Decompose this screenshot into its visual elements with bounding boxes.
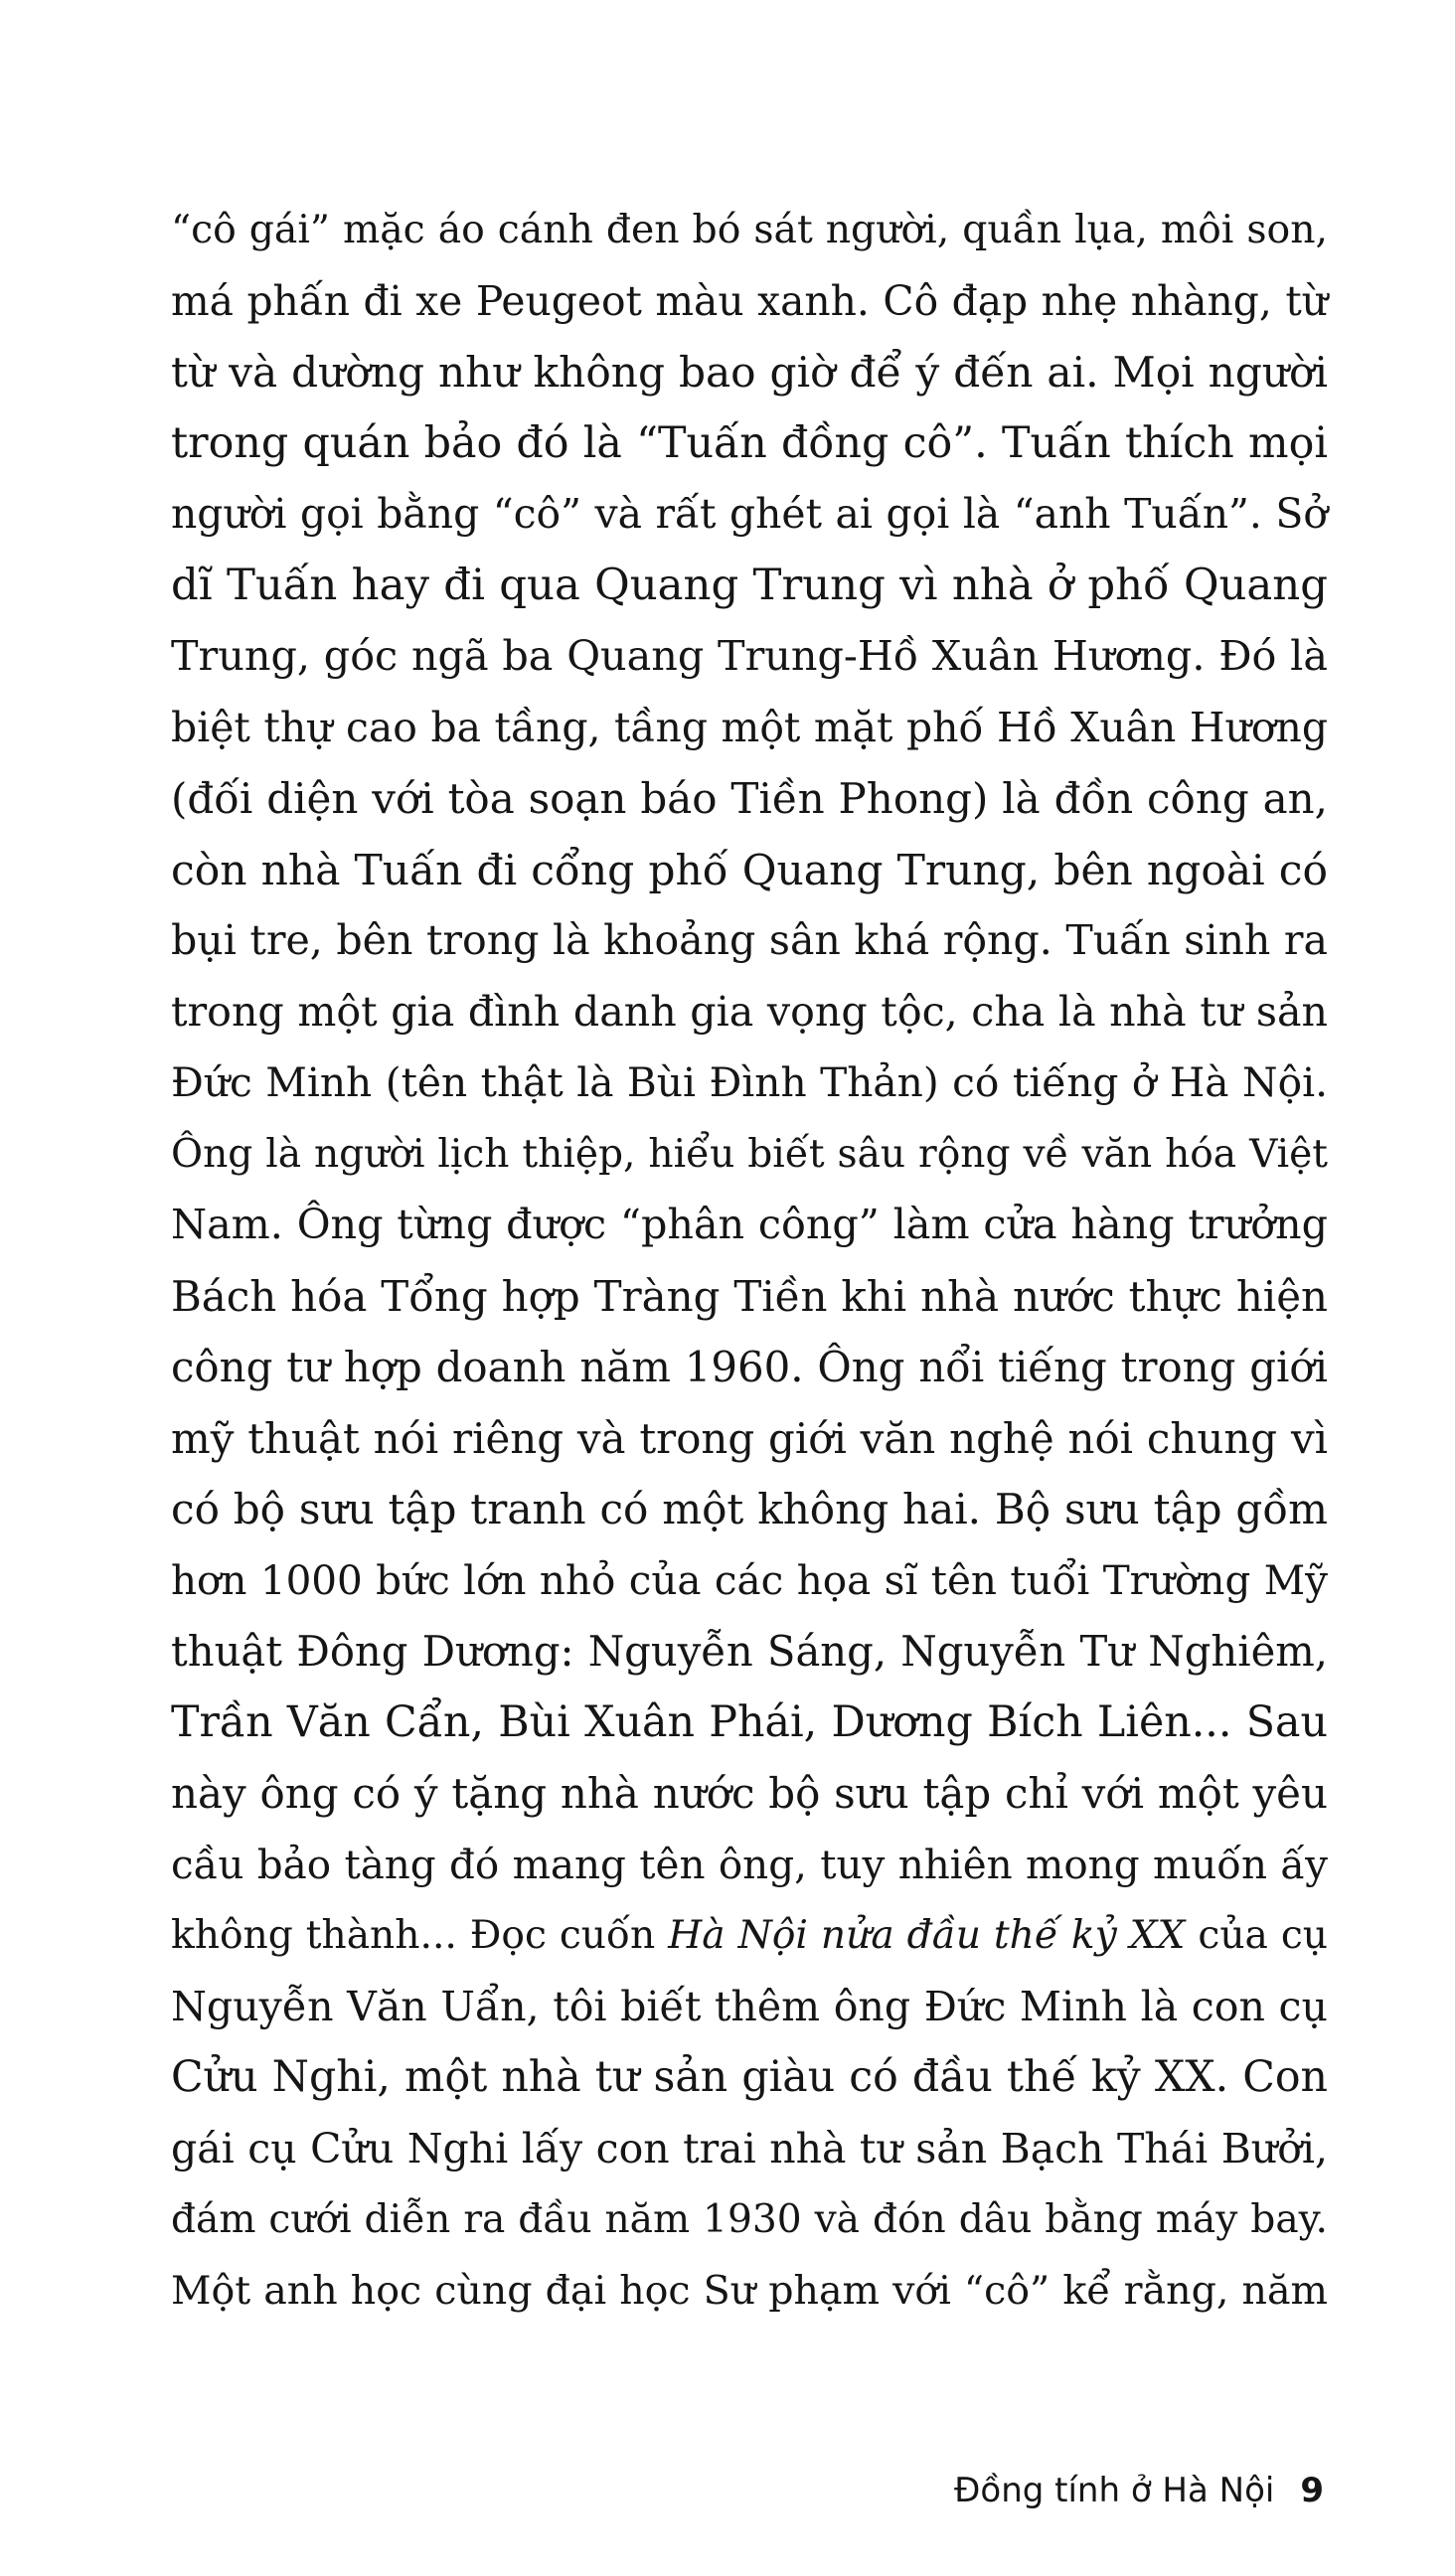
text-line: từ và dường như không bao giờ để ý đến ai. Mọi người [171,348,1328,397]
text-line: mỹ thuật nói riêng và trong giới văn nghệ nói chung vì [171,1413,1328,1463]
page-footer [954,2471,1324,2510]
text-line: công tư hợp doanh năm 1960. Ông nổi tiếng trong giới [171,1343,1328,1391]
text-line: cầu bảo tàng đó mang tên ông, tuy nhiên mong muốn ấy [171,1840,1328,1888]
text-line: còn nhà Tuấn đi cổng phố Quang Trung, bên ngoài có [171,845,1328,894]
text-line: “cô gái” mặc áo cánh đen bó sát người, quần lụa, môi son, [171,208,1328,252]
text-line: dĩ Tuấn hay đi qua Quang Trung vì nhà ở phố Quang [171,560,1328,610]
text-line: Đức Minh (tên thật là Bùi Đình Thản) có tiếng ở Hà Nội. [171,1058,1328,1106]
text-fragment: không thành... Đọc cuốn [171,1913,669,1958]
text-line: hơn 1000 bức lớn nhỏ của các họa sĩ tên tuổi Trường Mỹ [171,1555,1328,1604]
text-line: Nam. Ông từng được “phân công” làm cửa hàng trưởng [171,1201,1328,1248]
text-fragment: của cụ [1185,1913,1328,1958]
text-line: người gọi bằng “cô” và rất ghét ai gọi là “anh Tuấn”. Sở [171,490,1328,538]
text-line: (đối diện với tòa soạn báo Tiền Phong) là đồn công an, [171,774,1328,823]
text-line: Trung, góc ngã ba Quang Trung-Hồ Xuân Hương. Đó là [171,632,1328,680]
page-number: 9 [1300,2471,1324,2510]
text-line: có bộ sưu tập tranh có một không hai. Bộ sưu tập gồm [171,1485,1328,1533]
body-paragraph [171,195,1328,2327]
text-line: Một anh học cùng đại học Sư phạm với “cô” kể rằng, năm [171,2267,1328,2314]
text-line: đám cưới diễn ra đầu năm 1930 và đón dâu bằng máy bay. [171,2197,1328,2242]
text-line: Bách hóa Tổng hợp Tràng Tiền khi nhà nước thực hiện [171,1271,1328,1321]
text-line: biệt thự cao ba tầng, tầng một mặt phố Hồ Xuân Hương [171,703,1328,751]
text-line-with-book-title [171,1900,1328,1972]
text-line: Nguyễn Văn Uẩn, tôi biết thêm ông Đức Minh là con cụ [171,1982,1328,2030]
text-line: này ông có ý tặng nhà nước bộ sưu tập chỉ với một yêu [171,1769,1328,1818]
text-line: Trần Văn Cẩn, Bùi Xuân Phái, Dương Bích Liên... Sau [171,1696,1328,1747]
text-line: thuật Đông Dương: Nguyễn Sáng, Nguyễn Tư Nghiêm, [171,1627,1328,1676]
book-title: Hà Nội nửa đầu thế kỷ XX [668,1913,1186,1958]
text-line: bụi tre, bên trong là khoảng sân khá rộng. Tuấn sinh ra [171,916,1328,964]
text-line: má phấn đi xe Peugeot màu xanh. Cô đạp nhẹ nhàng, từ [171,276,1328,325]
text-line: gái cụ Cửu Nghi lấy con trai nhà tư sản Bạch Thái Bưởi, [171,2124,1328,2173]
running-title: Đồng tính ở Hà Nội [954,2471,1275,2510]
text-line: Ông là người lịch thiệp, hiểu biết sâu rộng về văn hóa Việt [171,1131,1328,1177]
text-line: trong quán bảo đó là “Tuấn đồng cô”. Tuấn thích mọi [171,417,1328,468]
text-line: trong một gia đình danh gia vọng tộc, cha là nhà tư sản [171,987,1328,1036]
text-line: Cửu Nghi, một nhà tư sản giàu có đầu thế kỷ XX. Con [171,2052,1328,2102]
